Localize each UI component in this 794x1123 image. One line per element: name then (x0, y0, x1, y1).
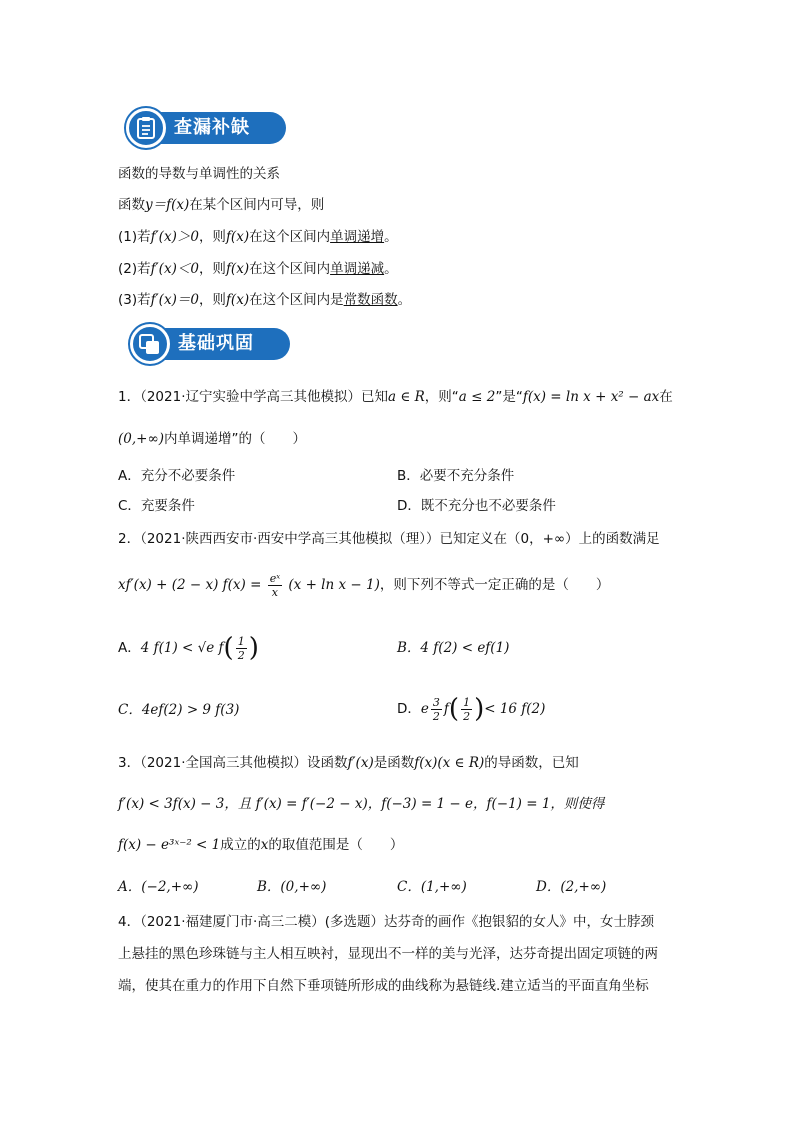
section-title: 查漏补缺 (174, 117, 250, 138)
review-line-2: 函数y＝f(x)在某个区间内可导，则 (118, 197, 325, 213)
question-2-equation: xf′(x) + (2 − x) f(x) = $\frac{\text{eˣ}}{x}$ (x + ln x − 1)，则下列不等式一定正确的是（ ） (118, 571, 610, 599)
question-3-option-a[interactable]: A．(−2,+∞) (118, 879, 199, 895)
fraction: $\frac{\text{eˣ}}{x}$ (269, 571, 281, 599)
question-1-option-b[interactable]: B．必要不充分条件 (397, 468, 515, 484)
question-2-stem: 2．（2021·陕西西安市·西安中学高三其他模拟（理））已知定义在（0，+∞）上的函数满足 (118, 531, 660, 547)
question-2-option-b[interactable]: B．4 f(2) < ef(1) (397, 640, 510, 656)
question-4-line-2: 上悬挂的黑色珍珠链与主人相互映衬，显现出不一样的美与光泽，达芬奇提出固定项链的两 (118, 946, 658, 962)
review-item-2: (2)若f′(x)＜0，则f(x)在这个区间内单调递减。 (118, 261, 398, 277)
review-item-3: (3)若f′(x)＝0，则f(x)在这个区间内是常数函数。 (118, 292, 412, 308)
question-2-option-c[interactable]: C．4ef(2) > 9 f(3) (118, 702, 240, 718)
question-3-stem-line-3: f(x) − e³ˣ⁻² < 1成立的x的取值范围是（ ） (118, 837, 404, 853)
question-1-stem: 1．（2021·辽宁实验中学高三其他模拟）已知a ∈ R，则“a ≤ 2”是“f(x) = ln x + x² − ax在 (118, 389, 673, 405)
question-2-option-d[interactable]: D．e $\frac{3}{2}$ f( $\frac{1}{2}$ )< 16 f(2) (397, 694, 546, 724)
question-1-option-c[interactable]: C．充要条件 (118, 498, 195, 514)
question-3-stem-line-2: f′(x) < 3f(x) − 3，且 f′(x) = f′(−2 − x)，f(−3) = 1 − e，f(−1) = 1，则使得 (118, 796, 605, 812)
question-1-option-a[interactable]: A．充分不必要条件 (118, 468, 236, 484)
question-3-option-b[interactable]: B．(0,+∞) (257, 879, 327, 895)
review-item-1: (1)若f′(x)＞0，则f(x)在这个区间内单调递增。 (118, 229, 398, 245)
section-banner-review (126, 108, 290, 148)
question-3-option-c[interactable]: C．(1,+∞) (397, 879, 467, 895)
question-1-stem-line-2: (0,+∞)内单调递增”的（ ） (118, 431, 306, 447)
stacked-windows-icon (139, 332, 161, 356)
question-4-line-1: 4．（2021·福建厦门市·高三二模）(多选题）达芬奇的画作《抱银貂的女人》中，女士脖颈 (118, 914, 655, 930)
question-4-line-3: 端，使其在重力的作用下自然下垂项链所形成的曲线称为悬链线.建立适当的平面直角坐标 (118, 978, 649, 994)
question-3-option-d[interactable]: D．(2,+∞) (536, 879, 607, 895)
review-line-1: 函数的导数与单调性的关系 (118, 166, 280, 182)
section-title: 基础巩固 (178, 333, 254, 354)
question-1-option-d[interactable]: D．既不充分也不必要条件 (397, 498, 556, 514)
question-2-option-a[interactable]: A．4 f(1) < √e f( $\frac{1}{2}$ ) (118, 633, 259, 663)
question-3-stem: 3．（2021·全国高三其他模拟）设函数f′(x)是函数f(x)(x ∈ R)的导函数，已知 (118, 755, 579, 771)
section-banner-basic (130, 324, 294, 364)
clipboard-icon (135, 116, 157, 140)
